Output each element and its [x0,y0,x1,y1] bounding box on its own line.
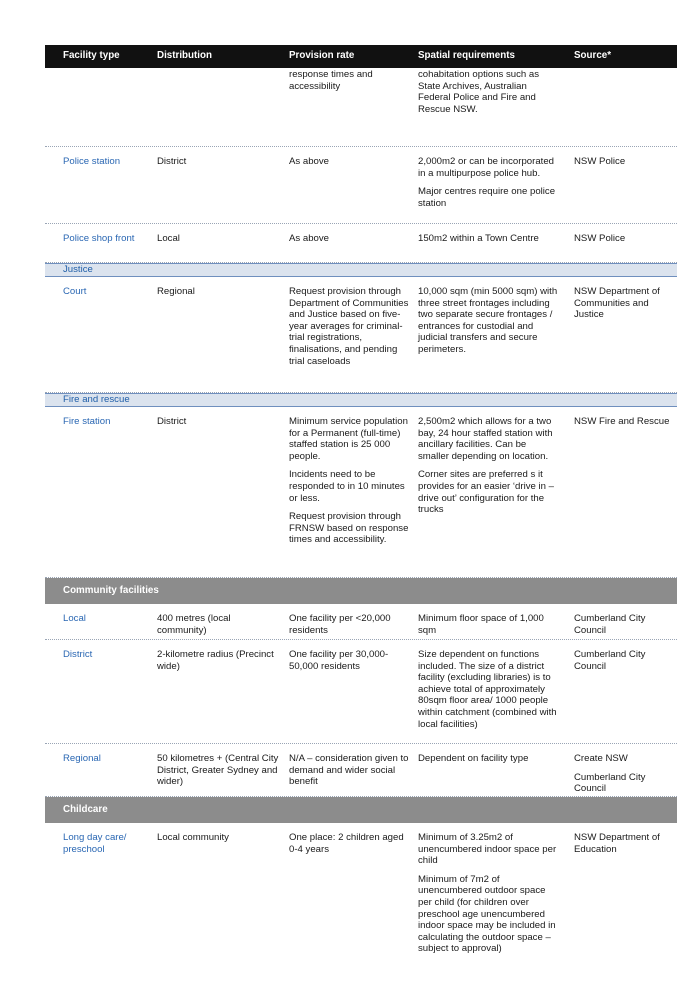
facility-type-court: Court [63,286,87,297]
facility-type-local: Local [63,613,86,624]
cell-text: As above [289,156,330,167]
cell-text: Corner sites are preferred s it provides for an easier ‘drive in – drive out’ configuration for the trucks [418,469,554,516]
table-header [45,45,677,68]
cell-text: Cumberland City Council [574,613,646,636]
cell-text: 150m2 within a Town Centre [418,233,539,244]
provision-cell [289,832,409,855]
cell-text: NSW Fire and Rescue [574,416,670,427]
cell-text: Minimum floor space of 1,000 sqm [418,613,544,636]
group-label: Community facilities [63,585,159,596]
cell-text: Create NSW [574,753,628,764]
source-cell [574,613,674,636]
table-row-fire-station [45,407,677,578]
provision-cell [289,69,409,92]
table-row-community-district [45,640,677,744]
cell-text: One facility per <20,000 residents [289,613,391,636]
header-distribution: Distribution [157,50,212,61]
table-row-police-shopfront [45,224,677,263]
distribution-cell: District [157,156,187,167]
provision-cell [289,416,409,546]
spatial-cell [418,832,558,955]
distribution-cell: Regional [157,286,195,297]
facility-type-police-shopfront: Police shop front [63,233,135,244]
source-cell [574,649,674,672]
cell-text: NSW Department of Education [574,832,660,855]
facility-type-long-day-care: Long day care/ preschool [63,832,127,855]
spatial-cell [418,233,558,245]
cell-text: Request provision through FRNSW based on response times and accessibility. [289,511,409,546]
spatial-cell [418,416,558,516]
group-community-facilities [45,578,677,604]
spatial-cell [418,753,558,765]
header-provision-rate: Provision rate [289,50,355,61]
cell-text: Size dependent on functions included. The size of a district facility (excluding libraries) is to achieve total of approximately 80sqm floor area/ 1000 people within catchment (combined with local facilities) [418,649,557,730]
spatial-cell [418,649,558,730]
cell-text: cohabitation options such as State Archives, Australian Federal Police and Fire and Rescue NSW. [418,69,540,115]
cell-text: One facility per 30,000-50,000 residents [289,649,389,672]
provision-cell [289,233,409,245]
distribution-cell: 50 kilometres + (Central City District, Greater Sydney and wider) [157,753,279,788]
facility-type-district: District [63,649,93,660]
distribution-cell: 400 metres (local community) [157,613,231,636]
facility-type-fire-station: Fire station [63,416,111,427]
source-cell [574,753,674,795]
table-row-community-local [45,604,677,640]
spatial-cell [418,69,558,115]
cell-text: Request provision through Department of Communities and Justice based on five-year averages for criminal-trial registrations, finalisations, and pending trial caseloads [289,286,409,367]
provision-cell [289,286,409,367]
provision-cell [289,613,409,636]
distribution-cell: Local [157,233,180,244]
subgroup-justice [45,263,677,277]
spatial-cell [418,613,558,636]
cell-text: Minimum of 3.25m2 of unencumbered indoor space per child [418,832,557,867]
facility-type-police-station: Police station [63,156,121,167]
table-row-police-station [45,147,677,224]
cell-text: 2,000m2 or can be incorporated in a multipurpose police hub. [418,156,554,179]
spatial-cell [418,156,558,209]
table-row-long-day-care [45,823,677,988]
table-row-continuation [45,68,677,147]
header-spatial-requirements: Spatial requirements [418,50,515,61]
cell-text: NSW Police [574,156,626,167]
provision-cell [289,156,409,168]
distribution-cell: Local community [157,832,229,843]
cell-text: NSW Police [574,233,626,244]
header-source: Source* [574,50,612,61]
source-cell [574,286,674,321]
facility-table [45,45,677,988]
source-cell [574,832,674,855]
cell-text: NSW Department of Communities and Justice [574,286,660,321]
subgroup-label: Fire and rescue [63,394,130,405]
source-cell [574,156,674,168]
cell-text: Cumberland City Council [574,649,646,672]
source-cell [574,233,674,245]
distribution-cell: 2-kilometre radius (Precinct wide) [157,649,274,672]
cell-text: Dependent on facility type [418,753,529,764]
subgroup-label: Justice [63,264,93,275]
cell-text: 10,000 sqm (min 5000 sqm) with three street frontages including two separate secure frontages / entrances for custodial and judicial transfers and secure perimeters. [418,286,558,355]
cell-text: response times and accessibility [289,69,373,92]
cell-text: Minimum of 7m2 of unencumbered outdoor space per child (for children over preschool age unencumbered indoor space may be included in calculating the outdoor space – subject to approval) [418,873,556,955]
subgroup-fire-and-rescue [45,393,677,407]
facility-type-regional: Regional [63,753,101,764]
cell-text: 2,500m2 which allows for a two bay, 24 hour staffed station with ancillary facilities. Can be smaller depending on location. [418,416,553,462]
table-row-court [45,277,677,393]
group-label: Childcare [63,804,108,815]
spatial-cell [418,286,558,356]
table-row-community-regional [45,744,677,797]
cell-text: Major centres require one police station [418,186,556,209]
group-childcare [45,797,677,823]
cell-text: Incidents need to be responded to in 10 minutes or less. [289,469,405,504]
provision-cell [289,649,409,672]
source-cell [574,416,674,428]
provision-cell [289,753,409,788]
cell-text: Minimum service population for a Permanent (full-time) staffed station is 25 000 people. [289,416,408,462]
cell-text: Cumberland City Council [574,771,646,795]
cell-text: One place: 2 children aged 0-4 years [289,832,404,855]
cell-text: N/A – consideration given to demand and wider social benefit [289,753,409,788]
cell-text: As above [289,233,330,244]
header-facility-type: Facility type [63,50,120,61]
distribution-cell: District [157,416,187,427]
